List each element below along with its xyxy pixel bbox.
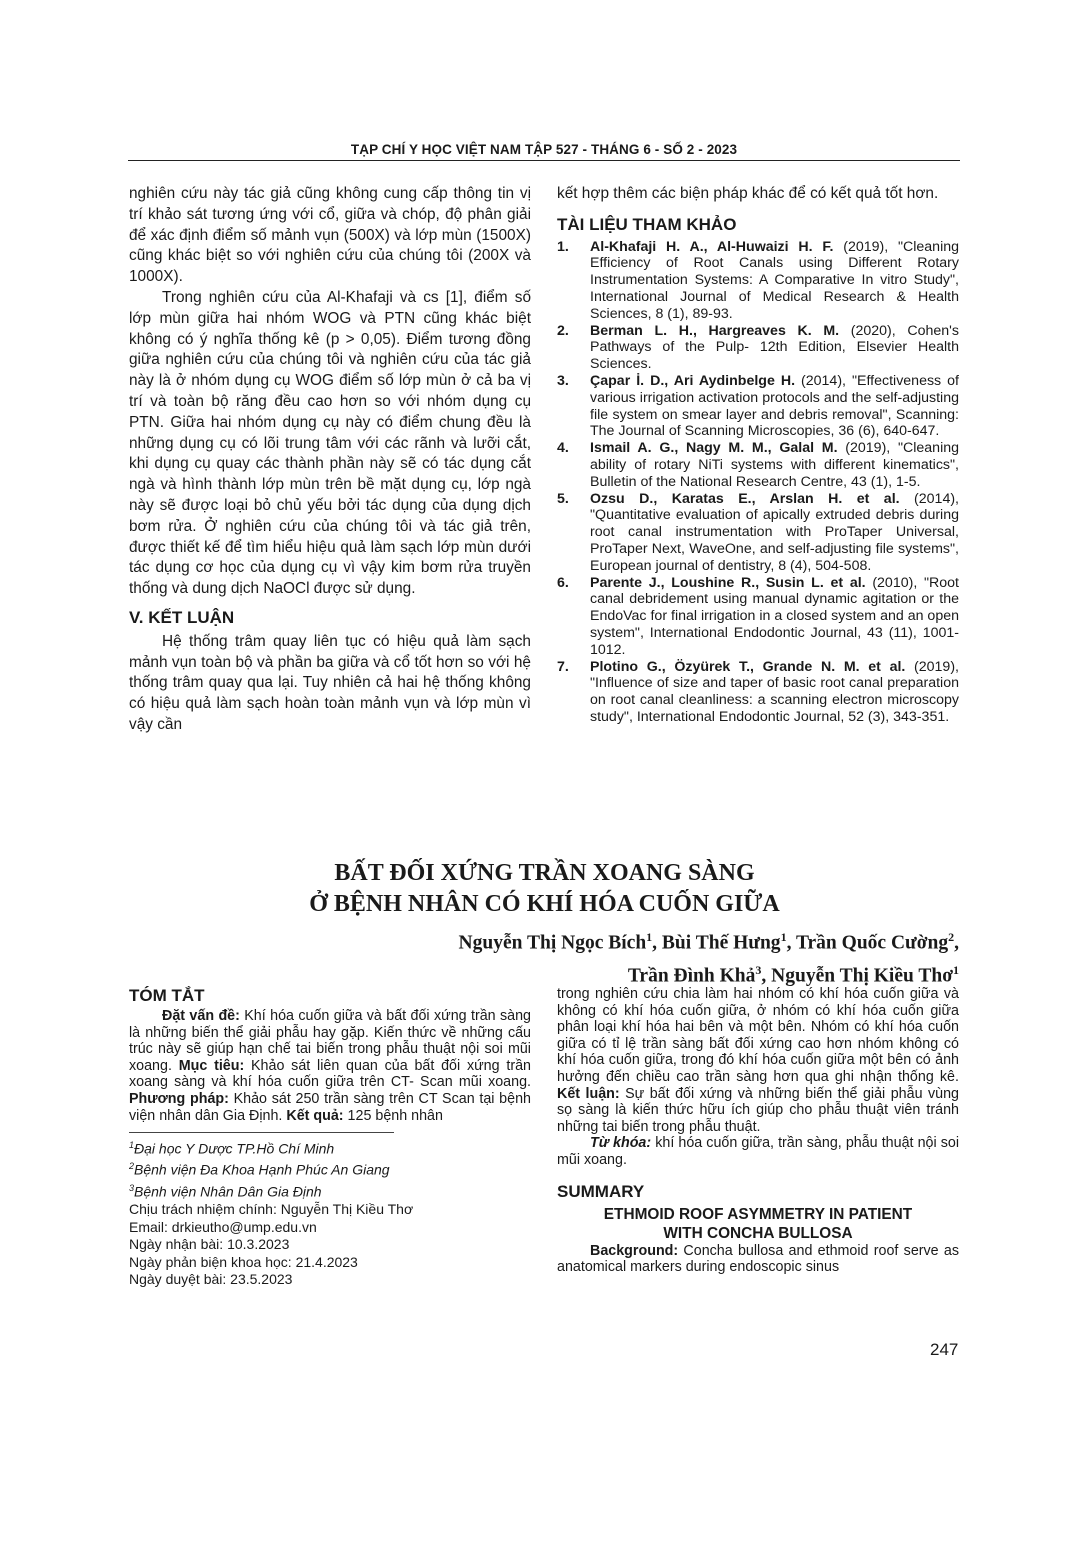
reference-details: (2010), "Root canal debridement using manual dynamic agitation or the EndoVac for final irrigation in a closed system and an open system", International Endodontic Journal, 43 (11), 1001-1012. [590,574,959,658]
bottom-left-column [129,984,531,1289]
reference-details: (2014), "Effectiveness of various irrigation activation protocols and the self-adjusting file system on smear layer and debris removal", Scanning: The Journal of Scanning Microscopies, 36 (6), 640-647. [590,372,959,440]
author-affiliation-mark: 3 [755,962,762,977]
top-left-column [129,184,531,736]
date-reviewed: Ngày phản biện khoa học: 21.4.2023 [129,1253,358,1270]
affiliation-3: $^3$Bệnh viện Nhân Dân Gia Định [129,1182,322,1200]
reference-number: 2. [557,322,569,339]
author-name: Nguyễn Thị Ngọc Bích [458,932,647,954]
author-line-1 [459,924,959,957]
date-accepted: Ngày duyệt bài: 23.5.2023 [129,1271,293,1288]
summary-background [557,1243,959,1276]
reference-details: (2014), "Quantitative evaluation of apically extruded debris during root canal instrumentation with ProTaper Universal, ProTaper Next, WaveOne, and self-adjusting file systems", European journal of dentistry, 8 (4), 504-508. [590,490,959,574]
abstract-heading: TÓM TẮT [129,986,205,1005]
affiliation-text: Bệnh viện Đa Khoa Hạnh Phúc An Giang [134,1162,390,1179]
email: Email: drkieutho@ump.edu.vn [129,1218,317,1235]
reference-item [557,239,959,323]
abstract-continued [557,986,959,1135]
abstract-label: Đặt vấn đề: [162,1008,240,1024]
abstract-label: Kết luận: [557,1085,620,1102]
article-title-line-2: Ở BỆNH NHÂN CÓ KHÍ HÓA CUỐN GIỮA [309,891,780,917]
reference-details: (2019), "Cleaning Efficiency of Root Canals using Different Rotary Instrumentation Systems: A Comparative In vitro Study", International Journal of Medical Research & Health Sciences, 8 (1), 89-93. [590,238,960,322]
abstract-text: Sự bất đối xứng và những biến thể giải phẫu vùng sọ sàng là kiến thức hữu ích giúp cho phẫu thuật viên tránh những tai biến trong phẫu thuật. [557,1085,959,1135]
reference-number: 3. [557,372,569,389]
author-name: Nguyễn Thị Kiều Thơ [771,965,953,986]
article-title [129,858,960,920]
bottom-right-column [557,986,959,1276]
reference-item [557,491,959,575]
author-list [459,924,959,989]
affiliation-1: $^1$Đại học Y Dược TP.Hồ Chí Minh [129,1140,335,1157]
abstract-label: Mục tiêu: [178,1057,245,1074]
reference-item [557,440,959,490]
top-right-column [557,184,959,726]
article-title-line-1: BẤT ĐỐI XỨNG TRẦN XOANG SÀNG [334,860,755,886]
keywords-label: Từ khóa: [590,1135,652,1152]
abstract-text: 125 bệnh nhân [343,1107,443,1124]
author-line-2 [459,957,959,990]
affiliation-text: Đại học Y Dược TP.Hồ Chí Minh [134,1140,335,1157]
author-separator: , [761,965,772,986]
affiliation-text: Bệnh viện Nhân Dân Gia Định [134,1183,322,1200]
reference-item [557,323,959,373]
reference-details: (2019), "Influence of size and taper of basic root canal preparation on root canal cleanliness: a scanning electron microscopy study", International Endodontic Journal, 52 (3), 343-351. [590,658,959,725]
background-label: Background: [590,1242,679,1259]
reference-details: (2019), "Cleaning ability of rotary NiTi systems with different kinematics", Bulletin of the National Research Centre, 43 (1), 1-5. [590,440,960,490]
author-name: Trần Đình Khả [627,965,756,986]
author-separator: , [786,932,796,954]
reference-item [557,659,959,726]
conclusion-heading: V. KẾT LUẬN [129,607,235,627]
abstract-paragraph [129,1008,531,1124]
abstract-text: Khảo sát 250 trần sàng trên CT Scan tại bệnh viện nhân dân Gia Định. [129,1090,531,1124]
date-received: Ngày nhận bài: 10.3.2023 [129,1236,290,1253]
reference-list [557,239,959,726]
references-heading: TÀI LIỆU THAM KHẢO [557,214,737,234]
reference-authors: Ismail A. G., Nagy M. M., Galal M. [590,440,838,457]
header-rule [128,160,960,161]
reference-number: 4. [557,440,569,457]
reference-number: 7. [557,658,569,675]
reference-details: (2020), Cohen's Pathways of the Pulp- 12th Edition, Elsevier Health Sciences. [590,322,959,373]
author-name: Bùi Thế Hưng [661,932,781,954]
reference-number: 6. [557,574,569,591]
footnotes [129,1137,531,1289]
summary-heading: SUMMARY [557,1181,645,1201]
keywords [557,1135,959,1168]
affiliation-2: $^2$Bệnh viện Đa Khoa Hạnh Phúc An Giang [129,1161,390,1179]
summary-title-line-2: WITH CONCHA BULLOSA [663,1224,853,1242]
abstract-text: trong nghiên cứu chia làm hai nhóm có khí hóa cuốn giữa và không có khí hóa cuốn giữa, ở nhóm có khí hóa cuốn giữa phân loại khí hóa hai bên và một bên. Nhóm có khí hóa cuốn giữa có tỉ lệ trần sàng bất đối xứng cao hơn nhóm không có khí hóa cuốn giữa, trong đó khí hóa cuốn giữa một bên có ảnh hưởng đến chiều cao trần sàng hơn qua ghi nhận thống kê. [557,986,959,1085]
background-text: Concha bullosa and ethmoid roof serve as anatomical markers during endoscopic sinus [557,1242,959,1276]
author-name: Trần Quốc Cường [795,932,949,954]
running-header: TẠP CHÍ Y HỌC VIỆT NAM TẬP 527 - THÁNG 6 - SỐ 2 - 2023 [350,142,738,157]
conclusion-text: Hệ thống trâm quay liên tục có hiệu quả làm sạch mảnh vụn toàn bộ và phần ba giữa và cổ tốt hơn so với hệ thống trâm quay qua lại. Tuy nhiên cả hai hệ thống không có hiệu quả làm sạch hoàn toàn mảnh vụn và lớp mùn vì vậy cần [129,632,531,733]
keywords-text: khí hóa cuốn giữa, trần sàng, phẫu thuật nội soi mũi xoang. [557,1135,960,1168]
reference-authors: Al-Khafaji H. A., Al-Huwaizi H. F. [590,238,834,255]
conclusion-continued: kết hợp thêm các biện pháp khác để có kết quả tốt hơn. [557,185,939,202]
reference-number: 1. [557,238,569,255]
abstract-text: Khí hóa cuốn giữa và bất đối xứng trần sàng là những biến thể giải phẫu hay gặp. Kiến thức về những cấu trúc này sẽ giúp hạn chế tai biến trong phẫu thuật nội soi mũi xoang. [129,1008,532,1074]
reference-number: 5. [557,490,569,507]
reference-authors: Parente J., Loushine R., Susin L. et al. [590,574,866,591]
reference-item [557,575,959,659]
paragraph-discussion-2: Trong nghiên cứu của Al-Khafaji và cs [1], điểm số lớp mùn giữa hai nhóm WOG và PTN cũng khác biệt không có ý nghĩa thống kê (p > 0,05). Điểm tương đồng giữa nghiên cứu của chúng tôi và nghiên cứu của tác giả này là ở nhóm dụng cụ WOG điểm số lớp mùn ở cả ba vị trí và toàn bộ răng đều cao hơn so với nhóm dụng cụ PTN. Giữa hai nhóm dụng cụ này có điểm chung đều là những dụng cụ có lõi trung tâm với các rãnh và lưỡi cắt, khi dụng cụ quay các thành phần này sẽ có tác dụng cắt ngà và hình thành lớp mùn trên bề mặt dụng cụ, lớp ngà này sẽ được loại bỏ chủ yếu bởi tác dụng của dụng dịch bơm rửa. Ở nghiên cứu của chúng tôi và tác giả trên, được thiết kế để tìm hiểu hiệu quả làm sạch lớp mùn dưới tác dụng cơ học của dụng cụ vì vậy kim bơm rửa truyền thống và dung dịch NaOCl được sử dụng. [129,288,531,598]
reference-authors: Berman L. H., Hargreaves K. M. [590,322,840,339]
paragraph-discussion-1: nghiên cứu này tác giả cũng không cung cấp thông tin vị trí khảo sát tương ứng với cổ, giữa và chóp, độ phân giải để xác định điểm số mảnh vụn (500X) và lớp mùn (1500X) cũng khác biệt so với nghiên cứu của chúng tôi (200X và 1000X). [129,185,531,286]
author-affiliation-mark: 2 [948,930,955,944]
corresponding-author: Chịu trách nhiệm chính: Nguyễn Thị Kiều Thơ [129,1200,414,1217]
author-affiliation-mark: 1 [646,930,653,944]
abstract-label: Phương pháp: [129,1090,229,1107]
abstract-text: Khảo sát liên quan của bất đối xứng trần xoang sàng và khí hóa cuốn giữa trên CT- Scan mũi xoang. [129,1057,531,1091]
abstract-label: Kết quả: [286,1107,344,1124]
reference-authors: Ozsu D., Karatas E., Arslan H. et al. [590,490,900,507]
reference-authors: Plotino G., Özyürek T., Grande N. M. et al. [590,658,906,675]
reference-item [557,373,959,440]
reference-authors: Çapar İ. D., Ari Aydinbelge H. [590,372,796,389]
author-separator: , [652,932,662,954]
page-number: 247 [930,1340,959,1359]
footnote-rule [129,1132,394,1133]
author-affiliation-mark: 1 [780,930,787,944]
author-separator: , [954,932,959,954]
summary-title-line-1: ETHMOID ROOF ASYMMETRY IN PATIENT [603,1205,913,1223]
author-affiliation-mark: 1 [953,962,959,977]
summary-title [557,1205,959,1243]
